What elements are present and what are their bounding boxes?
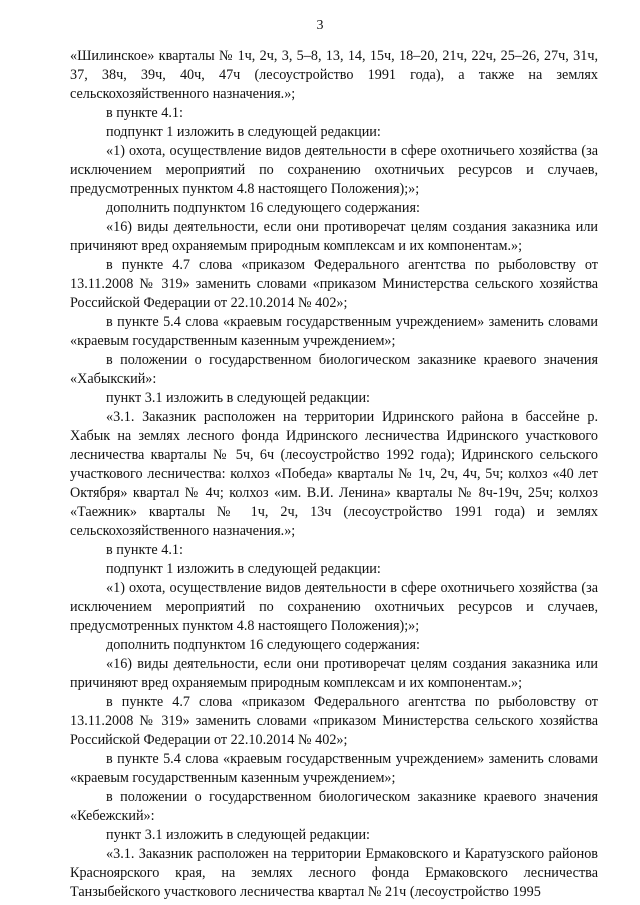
document-paragraph: в пункте 4.1:	[106, 105, 183, 121]
document-body	[70, 47, 598, 902]
document-paragraph: «3.1. Заказник расположен на территории Идринского района в бассейне р. Хабык на землях лесного фонда Идринского лесничества Идринского участкового лесничества кварталы № 5ч, 6ч (лесоустройство 1992 года); Идринского сельского участкового лесничества: колхоз «Победа» кварталы № 1ч, 2ч, 4ч, 5ч; колхоз «40 лет Октября» квартал № 4ч; колхоз «им. В.И. Ленина» кварталы № 8ч-19ч, 25ч; колхоз «Таежник» кварталы № 1ч, 2ч, 13ч (лесоустройство 1991 года) и землях сельскохозяйственного назначения.»;	[70, 409, 598, 539]
document-paragraph: «16) виды деятельности, если они противоречат целям создания заказника или причиняют вред охраняемым природным комплексам и их компонентам.»;	[70, 219, 598, 254]
document-paragraph: в пункте 4.7 слова «приказом Федерального агентства по рыболовству от 13.11.2008 № 319» заменить словами «приказом Министерства сельского хозяйства Российской Федерации от 22.10.2014 № 402»;	[70, 694, 598, 748]
document-paragraph: в пункте 4.7 слова «приказом Федерального агентства по рыболовству от 13.11.2008 № 319» заменить словами «приказом Министерства сельского хозяйства Российской Федерации от 22.10.2014 № 402»;	[70, 257, 598, 311]
page-number: 3	[316, 18, 324, 33]
document-paragraph: в положении о государственном биологическом заказнике краевого значения «Хабыкский»:	[70, 352, 598, 387]
document-paragraph: в пункте 4.1:	[106, 542, 183, 558]
document-paragraph: пункт 3.1 изложить в следующей редакции:	[106, 390, 370, 406]
document-paragraph: в положении о государственном биологическом заказнике краевого значения «Кебежский»:	[70, 789, 598, 824]
document-paragraph: подпункт 1 изложить в следующей редакции:	[106, 561, 381, 577]
document-paragraph: в пункте 5.4 слова «краевым государственным учреждением» заменить словами «краевым государственным казенным учреждением»;	[70, 314, 598, 349]
document-paragraph: подпункт 1 изложить в следующей редакции:	[106, 124, 381, 140]
document-paragraph: «1) охота, осуществление видов деятельности в сфере охотничьего хозяйства (за исключением мероприятий по сохранению охотничьих ресурсов и случаев, предусмотренных пунктом 4.8 настоящего Положения);»;	[70, 580, 598, 634]
document-paragraph: «Шилинское» кварталы № 1ч, 2ч, 3, 5–8, 13, 14, 15ч, 18–20, 21ч, 22ч, 25–26, 27ч, 31ч, 37, 38ч, 39ч, 40ч, 47ч (лесоустройство 1991 года), а также на землях сельскохозяйственного назначения.»;	[70, 48, 598, 102]
document-paragraph: пункт 3.1 изложить в следующей редакции:	[106, 827, 370, 843]
document-paragraph: дополнить подпунктом 16 следующего содержания:	[106, 200, 420, 216]
document-paragraph: «1) охота, осуществление видов деятельности в сфере охотничьего хозяйства (за исключением мероприятий по сохранению охотничьих ресурсов и случаев, предусмотренных пунктом 4.8 настоящего Положения);»;	[70, 143, 598, 197]
document-paragraph: в пункте 5.4 слова «краевым государственным учреждением» заменить словами «краевым государственным казенным учреждением»;	[70, 751, 598, 786]
document-paragraph: «3.1. Заказник расположен на территории Ермаковского и Каратузского районов Красноярского края, на землях лесного фонда Ермаковского лесничества Танзыбейского участкового лесничества квартал № 21ч (лесоустройство 1995	[70, 846, 598, 900]
document-paragraph: «16) виды деятельности, если они противоречат целям создания заказника или причиняют вред охраняемым природным комплексам и их компонентам.»;	[70, 656, 598, 691]
document-paragraph: дополнить подпунктом 16 следующего содержания:	[106, 637, 420, 653]
